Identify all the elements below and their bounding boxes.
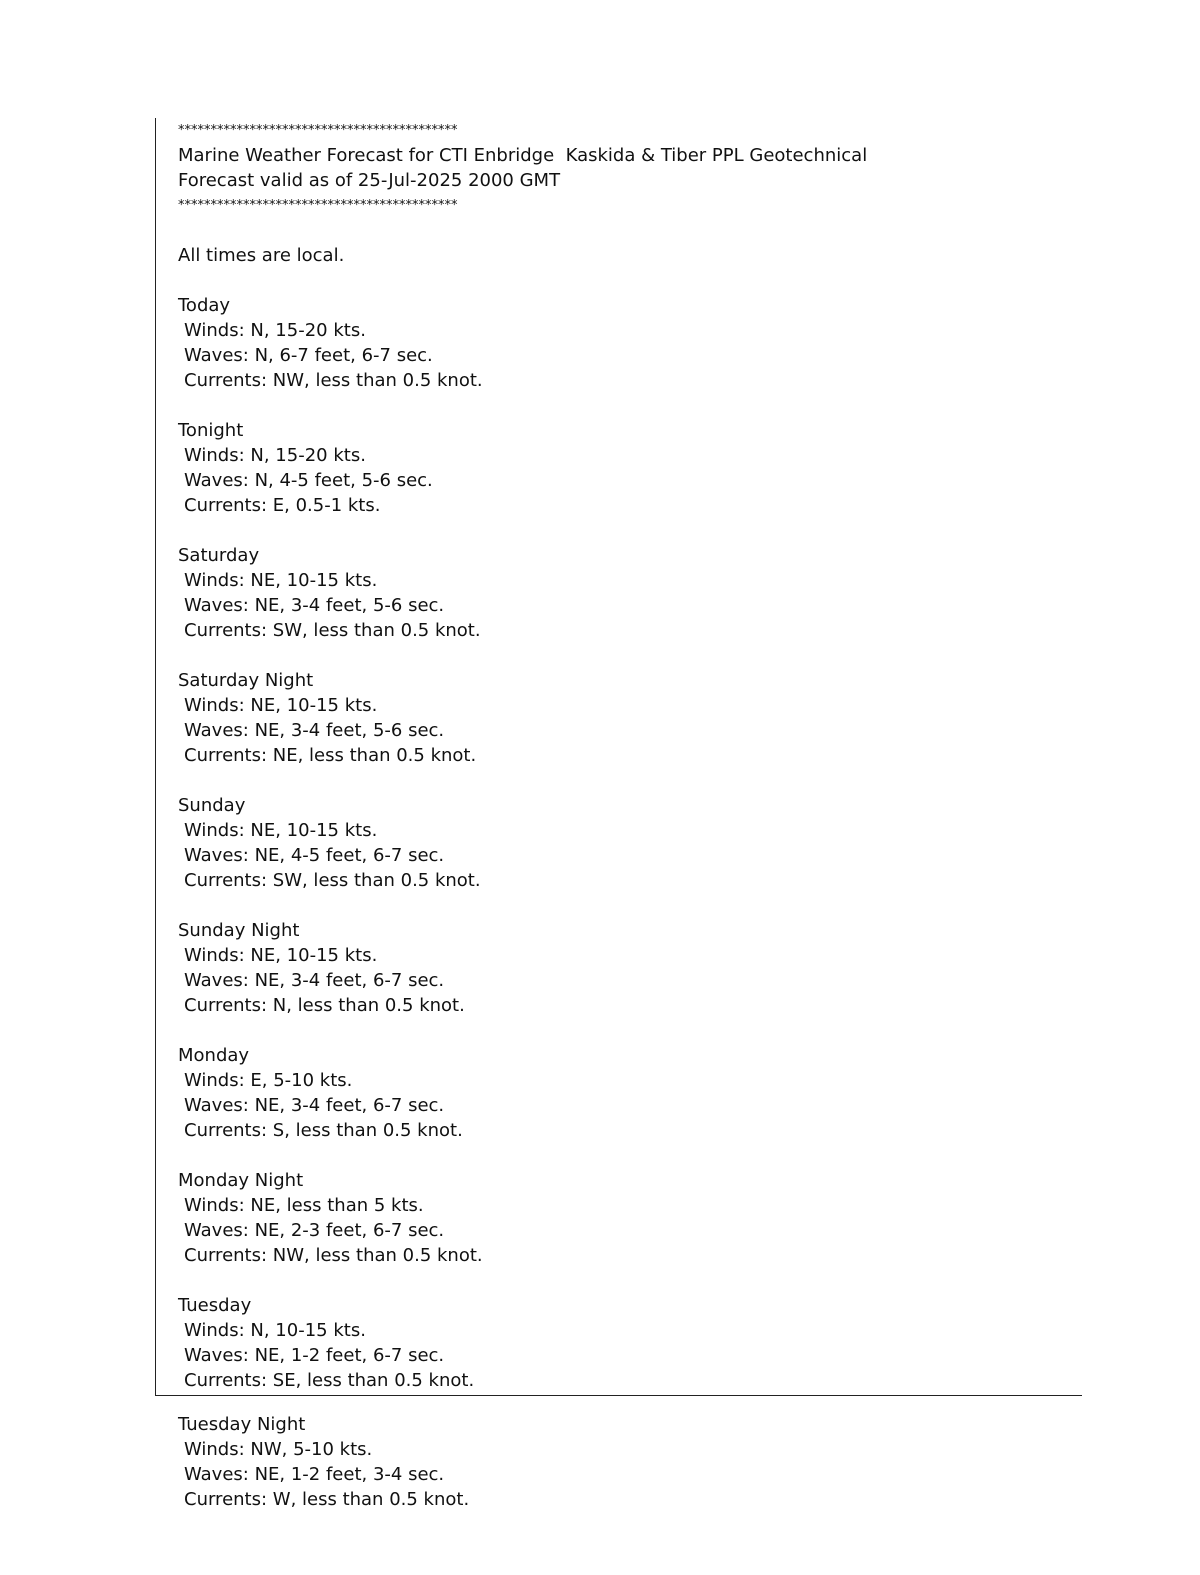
forecast-period: [178, 918, 1078, 1043]
spacer: [178, 268, 1078, 293]
period-winds: Winds: E, 5-10 kts.: [184, 1070, 353, 1091]
period-currents: Currents: N, less than 0.5 knot.: [184, 995, 465, 1016]
forecast-period: [178, 293, 1078, 418]
times-note: All times are local.: [178, 245, 345, 266]
period-winds: Winds: NE, 10-15 kts.: [184, 695, 378, 716]
spacer: [178, 768, 1078, 793]
period-title: Monday Night: [178, 1170, 304, 1191]
period-title: Saturday Night: [178, 670, 314, 691]
spacer: [178, 893, 1078, 918]
period-title: Tuesday: [178, 1295, 252, 1316]
period-title: Saturday: [178, 545, 260, 566]
forecast-period-continued: [178, 1412, 1078, 1512]
period-waves: Waves: NE, 2-3 feet, 6-7 sec.: [184, 1220, 445, 1241]
spacer: [178, 518, 1078, 543]
period-title: Sunday Night: [178, 920, 300, 941]
period-winds: Winds: NE, 10-15 kts.: [184, 820, 378, 841]
spacer: [178, 1143, 1078, 1168]
forecast-period: [178, 1293, 1078, 1393]
period-currents: Currents: SW, less than 0.5 knot.: [184, 870, 481, 891]
forecast-period: [178, 418, 1078, 543]
period-currents: Currents: NW, less than 0.5 knot.: [184, 1245, 483, 1266]
spacer: [178, 643, 1078, 668]
forecast-period: [178, 668, 1078, 793]
period-title: Tuesday Night: [178, 1414, 306, 1435]
period-currents: Currents: NE, less than 0.5 knot.: [184, 745, 477, 766]
frame-bottom-border: [155, 1395, 1082, 1396]
period-title: Today: [178, 295, 231, 316]
spacer: [178, 1268, 1078, 1293]
period-title: Monday: [178, 1045, 250, 1066]
period-winds: Winds: N, 15-20 kts.: [184, 320, 366, 341]
period-waves: Waves: NE, 1-2 feet, 3-4 sec.: [184, 1464, 445, 1485]
period-title: Sunday: [178, 795, 246, 816]
period-title: Tonight: [178, 420, 244, 441]
period-currents: Currents: S, less than 0.5 knot.: [184, 1120, 463, 1141]
period-waves: Waves: N, 6-7 feet, 6-7 sec.: [184, 345, 433, 366]
forecast-period: [178, 793, 1078, 918]
period-winds: Winds: NE, less than 5 kts.: [184, 1195, 424, 1216]
period-currents: Currents: SE, less than 0.5 knot.: [184, 1370, 475, 1391]
spacer: [178, 1018, 1078, 1043]
period-waves: Waves: NE, 3-4 feet, 6-7 sec.: [184, 1095, 445, 1116]
forecast-period: [178, 1043, 1078, 1168]
period-winds: Winds: N, 10-15 kts.: [184, 1320, 366, 1341]
forecast-period: [178, 543, 1078, 668]
frame-left-border: [155, 118, 156, 1396]
period-winds: Winds: NE, 10-15 kts.: [184, 570, 378, 591]
period-currents: Currents: E, 0.5-1 kts.: [184, 495, 381, 516]
forecast-period: [178, 1168, 1078, 1293]
period-winds: Winds: NE, 10-15 kts.: [184, 945, 378, 966]
period-waves: Waves: N, 4-5 feet, 5-6 sec.: [184, 470, 433, 491]
forecast-periods: [178, 293, 1078, 1393]
period-waves: Waves: NE, 1-2 feet, 6-7 sec.: [184, 1345, 445, 1366]
period-winds: Winds: NW, 5-10 kts.: [184, 1439, 373, 1460]
period-currents: Currents: NW, less than 0.5 knot.: [184, 370, 483, 391]
period-waves: Waves: NE, 3-4 feet, 5-6 sec.: [184, 720, 445, 741]
forecast-valid-time: Forecast valid as of 25-Jul-2025 2000 GMT: [178, 170, 561, 191]
period-waves: Waves: NE, 3-4 feet, 6-7 sec.: [184, 970, 445, 991]
header-stars-top: *******************************************: [178, 123, 458, 138]
forecast-title: Marine Weather Forecast for CTI Enbridge Kaskida & Tiber PPL Geotechnical: [178, 145, 868, 166]
forecast-body: [178, 118, 1078, 1393]
spacer: [178, 393, 1078, 418]
period-currents: Currents: W, less than 0.5 knot.: [184, 1489, 470, 1510]
period-waves: Waves: NE, 4-5 feet, 6-7 sec.: [184, 845, 445, 866]
period-winds: Winds: N, 15-20 kts.: [184, 445, 366, 466]
period-waves: Waves: NE, 3-4 feet, 5-6 sec.: [184, 595, 445, 616]
spacer: [178, 218, 1078, 243]
header-stars-bottom: *******************************************: [178, 198, 458, 213]
period-currents: Currents: SW, less than 0.5 knot.: [184, 620, 481, 641]
